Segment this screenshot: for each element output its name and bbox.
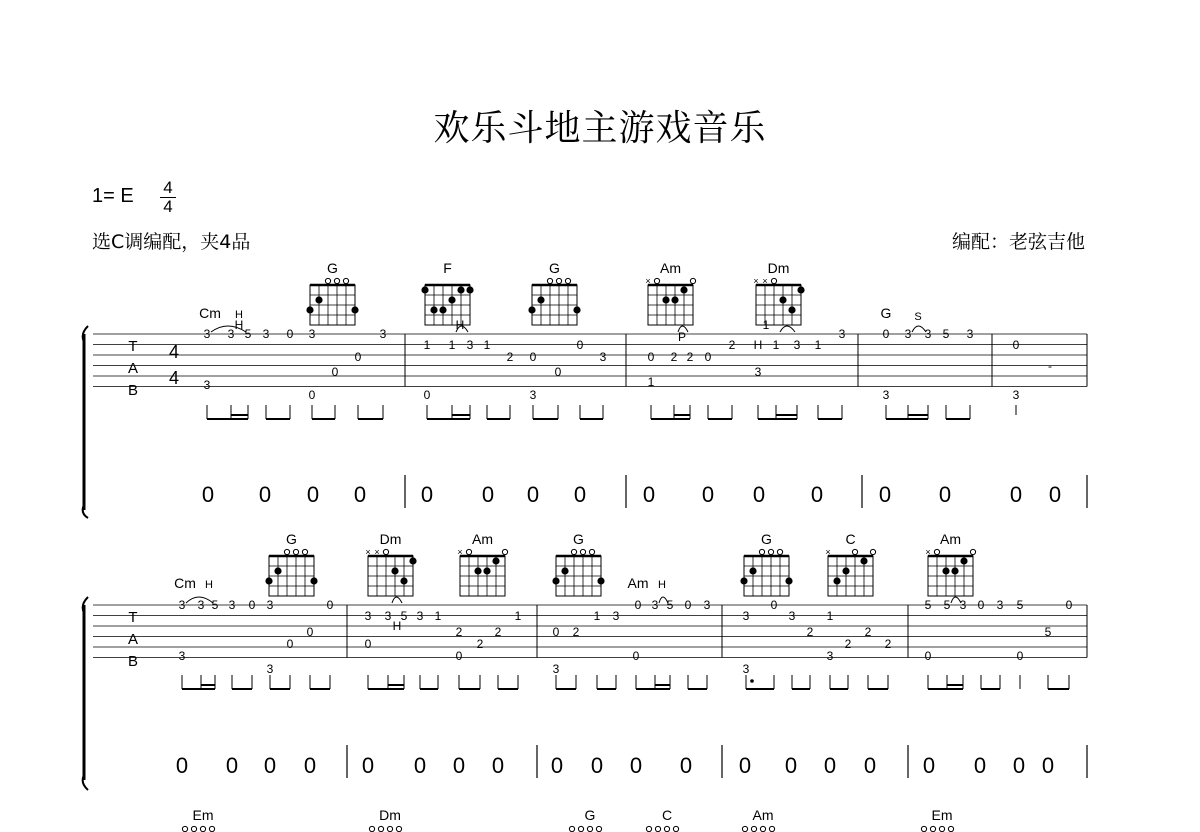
- fret-number: 1: [434, 609, 442, 623]
- finger-dot: [430, 306, 437, 313]
- fret-number: 0: [364, 637, 372, 651]
- fret-number: 3: [262, 327, 270, 341]
- rhythm-digit: 0: [413, 753, 427, 778]
- tab-time-bottom: 4: [168, 368, 180, 388]
- chord-name: G: [761, 531, 772, 547]
- finger-dot: [457, 286, 464, 293]
- finger-dot: [942, 567, 949, 574]
- fret-number: 0: [423, 388, 431, 402]
- open-string-mark: [396, 826, 401, 831]
- open-string-mark: [565, 278, 570, 283]
- open-string-mark: [369, 826, 374, 831]
- fret-number: 0: [529, 350, 537, 364]
- fret-number: 0: [286, 327, 294, 341]
- open-string-mark: [654, 278, 659, 283]
- open-string-mark: [771, 278, 776, 283]
- open-string-mark: [466, 549, 471, 554]
- open-string-mark: [934, 549, 939, 554]
- fret-number: 3: [1012, 388, 1020, 402]
- fret-number: 3: [959, 598, 967, 612]
- technique-label: H: [205, 579, 213, 591]
- fret-number: 1: [423, 338, 431, 352]
- chord-name: G: [549, 260, 560, 276]
- technique-label: H: [455, 318, 465, 332]
- open-string-mark: [587, 826, 592, 831]
- open-string-mark: [948, 826, 953, 831]
- chord-name: Dm: [767, 260, 790, 276]
- fret-number: 1: [593, 609, 601, 623]
- technique-label: H: [753, 338, 763, 352]
- finger-dot: [274, 567, 281, 574]
- open-string-mark: [970, 549, 975, 554]
- rhythm-digit: 0: [590, 753, 604, 778]
- open-string-mark: [293, 549, 298, 554]
- fret-number: 3: [529, 388, 537, 402]
- fret-number: 3: [924, 327, 932, 341]
- open-string-mark: [387, 826, 392, 831]
- fret-number: 3: [703, 598, 711, 612]
- time-signature-top: 4: [163, 178, 173, 197]
- finger-dot: [306, 306, 313, 313]
- finger-dot: [671, 296, 678, 303]
- finger-dot: [680, 286, 687, 293]
- open-string-mark: [502, 549, 507, 554]
- fret-number: 3: [838, 327, 846, 341]
- time-signature-bottom: 4: [163, 197, 173, 216]
- finger-dot: [265, 577, 272, 584]
- open-string-mark: [284, 549, 289, 554]
- fret-number: 3: [882, 388, 890, 402]
- open-string-mark: [302, 549, 307, 554]
- fret-number: 5: [211, 598, 219, 612]
- finger-dot: [749, 567, 756, 574]
- open-string-mark: [930, 826, 935, 831]
- open-string-mark: [596, 826, 601, 831]
- chord-label: Cm: [174, 575, 196, 591]
- open-string-mark: [777, 549, 782, 554]
- finger-dot: [797, 286, 804, 293]
- open-string-mark: [759, 549, 764, 554]
- fret-number: 0: [924, 649, 932, 663]
- finger-dot: [409, 557, 416, 564]
- open-string-mark: [334, 278, 339, 283]
- open-string-mark: [768, 549, 773, 554]
- chord-label: Dm: [379, 807, 401, 823]
- finger-dot: [466, 286, 473, 293]
- chord-name: Am: [472, 531, 493, 547]
- open-string-mark: [343, 278, 348, 283]
- fret-number: 0: [286, 637, 294, 651]
- rhythm-digit: 0: [225, 753, 239, 778]
- finger-dot: [573, 306, 580, 313]
- fret-number: 3: [651, 598, 659, 612]
- open-string-mark: [690, 278, 695, 283]
- fret-number: 0: [326, 598, 334, 612]
- open-string-mark: [571, 549, 576, 554]
- fret-number: 3: [754, 365, 762, 379]
- fret-number: -: [1048, 359, 1052, 373]
- open-string-mark: [383, 549, 388, 554]
- tab-letter-a: A: [127, 631, 139, 648]
- muted-string-mark: ×: [645, 276, 651, 286]
- chord-name: Dm: [379, 531, 402, 547]
- rhythm-digit: 0: [452, 753, 466, 778]
- open-string-mark: [664, 826, 669, 831]
- chord-label: Am: [627, 575, 649, 591]
- chord-name: G: [327, 260, 338, 276]
- technique-label: S: [914, 311, 922, 323]
- fret-number: 5: [942, 327, 950, 341]
- tab-letter-b: B: [127, 382, 139, 399]
- fret-number: 0: [882, 327, 890, 341]
- rhythm-digit: 0: [701, 482, 715, 507]
- tie-arc: [392, 597, 402, 603]
- fret-number: 3: [996, 598, 1004, 612]
- fret-number: 2: [476, 637, 484, 651]
- tab-letter-a: A: [127, 360, 139, 377]
- fret-number: 0: [977, 598, 985, 612]
- fret-number: 1: [483, 338, 491, 352]
- fret-number: 0: [552, 625, 560, 639]
- rhythm-digit: 0: [1048, 482, 1062, 507]
- fret-number: 0: [684, 598, 692, 612]
- rhythm-digit: 0: [784, 753, 798, 778]
- fret-number: 2: [686, 350, 694, 364]
- finger-dot: [315, 296, 322, 303]
- fret-number: 3: [788, 609, 796, 623]
- tie-arc: [780, 326, 795, 332]
- chord-name: F: [443, 260, 452, 276]
- chord-label: G: [880, 305, 892, 321]
- rhythm-digit: 0: [863, 753, 877, 778]
- muted-string-mark: ×: [753, 276, 759, 286]
- rhythm-digit: 0: [738, 753, 752, 778]
- finger-dot: [537, 296, 544, 303]
- fret-number: 0: [1065, 598, 1073, 612]
- finger-dot: [788, 306, 795, 313]
- chord-label: G: [584, 807, 596, 823]
- fret-number: 3: [793, 338, 801, 352]
- dot-mark: [750, 679, 754, 683]
- fret-number: 5: [1016, 598, 1024, 612]
- open-string-mark: [870, 549, 875, 554]
- fret-number: 3: [966, 327, 974, 341]
- fret-number: 2: [806, 625, 814, 639]
- fret-number: 2: [864, 625, 872, 639]
- rhythm-digit: 0: [878, 482, 892, 507]
- rhythm-digit: 0: [420, 482, 434, 507]
- open-string-mark: [556, 278, 561, 283]
- muted-string-mark: ×: [374, 547, 380, 557]
- fret-number: 2: [670, 350, 678, 364]
- fret-number: 2: [494, 625, 502, 639]
- fret-number: 5: [924, 598, 932, 612]
- rhythm-digit: 0: [306, 482, 320, 507]
- fret-number: 5: [1044, 625, 1052, 639]
- rhythm-digit: 0: [642, 482, 656, 507]
- rhythm-digit: 0: [1009, 482, 1023, 507]
- fret-number: 1: [448, 338, 456, 352]
- open-string-mark: [578, 826, 583, 831]
- rhythm-digit: 0: [810, 482, 824, 507]
- technique-label: H: [235, 309, 243, 321]
- rhythm-digit: 0: [1012, 753, 1026, 778]
- arranger-credit: 编配：老弦吉他: [951, 231, 1085, 253]
- fret-number: 3: [742, 609, 750, 623]
- finger-dot: [310, 577, 317, 584]
- chord-name: G: [286, 531, 297, 547]
- finger-dot: [439, 306, 446, 313]
- fret-number: 0: [632, 649, 640, 663]
- fret-number: 1: [647, 375, 655, 389]
- rhythm-digit: 0: [481, 482, 495, 507]
- muted-string-mark: ×: [762, 276, 768, 286]
- rhythm-digit: 0: [201, 482, 215, 507]
- rhythm-digit: 0: [175, 753, 189, 778]
- fret-number: 2: [728, 338, 736, 352]
- fret-number: 3: [379, 327, 387, 341]
- fret-number: 3: [266, 662, 274, 676]
- chord-label: C: [661, 807, 673, 823]
- open-string-mark: [209, 826, 214, 831]
- fret-number: 3: [599, 350, 607, 364]
- fret-number: 2: [572, 625, 580, 639]
- rhythm-digit: 0: [491, 753, 505, 778]
- fret-number: 3: [203, 378, 211, 392]
- finger-dot: [492, 557, 499, 564]
- rhythm-digit: 0: [303, 753, 317, 778]
- open-string-mark: [191, 826, 196, 831]
- tab-letter-t: T: [128, 609, 138, 626]
- fret-number: 1: [514, 609, 522, 623]
- rhythm-digit: 0: [258, 482, 272, 507]
- fret-number: 3: [826, 649, 834, 663]
- open-string-mark: [589, 549, 594, 554]
- fret-number: 3: [466, 338, 474, 352]
- open-string-mark: [580, 549, 585, 554]
- fret-number: 3: [266, 598, 274, 612]
- open-string-mark: [646, 826, 651, 831]
- open-string-mark: [200, 826, 205, 831]
- muted-string-mark: ×: [825, 547, 831, 557]
- finger-dot: [833, 577, 840, 584]
- fret-number: 0: [704, 350, 712, 364]
- fret-number: 3: [552, 662, 560, 676]
- technique-label: P: [677, 330, 687, 344]
- fret-number: 3: [308, 327, 316, 341]
- technique-label: H: [234, 318, 244, 332]
- rhythm-digit: 0: [1041, 753, 1055, 778]
- rhythm-digit: 0: [823, 753, 837, 778]
- open-string-mark: [852, 549, 857, 554]
- fret-number: 3: [364, 609, 372, 623]
- fret-number: 2: [506, 350, 514, 364]
- chord-name: G: [573, 531, 584, 547]
- rhythm-digit: 0: [263, 753, 277, 778]
- open-string-mark: [921, 826, 926, 831]
- rhythm-digit: 0: [752, 482, 766, 507]
- fret-number: 5: [400, 609, 408, 623]
- tab-time-top: 4: [168, 342, 180, 362]
- rhythm-digit: 0: [629, 753, 643, 778]
- chord-label: Cm: [199, 305, 221, 321]
- key-signature: 1= E: [92, 185, 134, 207]
- fret-number: 0: [1016, 649, 1024, 663]
- chord-name: C: [845, 531, 856, 547]
- fret-number: 0: [306, 625, 314, 639]
- fret-number: 0: [554, 365, 562, 379]
- fret-number: 3: [178, 649, 186, 663]
- muted-string-mark: ×: [457, 547, 463, 557]
- fret-number: 1: [826, 609, 834, 623]
- song-title: 欢乐斗地主游戏音乐: [433, 108, 767, 149]
- finger-dot: [391, 567, 398, 574]
- rhythm-digit: 0: [679, 753, 693, 778]
- chord-label: Em: [931, 807, 953, 823]
- fret-number: 0: [1012, 338, 1020, 352]
- rhythm-digit: 0: [938, 482, 952, 507]
- open-string-mark: [182, 826, 187, 831]
- technique-label: H: [392, 619, 402, 633]
- fret-number: 0: [576, 338, 584, 352]
- fret-number: 2: [844, 637, 852, 651]
- fret-number: 2: [884, 637, 892, 651]
- fret-number: 3: [203, 327, 211, 341]
- fret-number: 0: [331, 365, 339, 379]
- fret-number: 1: [814, 338, 822, 352]
- finger-dot: [960, 557, 967, 564]
- finger-dot: [448, 296, 455, 303]
- fret-number: 0: [634, 598, 642, 612]
- fret-number: 3: [904, 327, 912, 341]
- open-string-mark: [325, 278, 330, 283]
- rhythm-digit: 0: [973, 753, 987, 778]
- open-string-mark: [378, 826, 383, 831]
- chord-name: Am: [940, 531, 961, 547]
- open-string-mark: [760, 826, 765, 831]
- capo-note: 选C调编配，夹4品: [92, 231, 251, 253]
- finger-dot: [561, 567, 568, 574]
- tab-letter-b: B: [127, 653, 139, 670]
- rhythm-digit: 0: [353, 482, 367, 507]
- open-string-mark: [655, 826, 660, 831]
- finger-dot: [951, 567, 958, 574]
- technique-label: H: [658, 579, 666, 591]
- fret-number: 3: [228, 598, 236, 612]
- fret-number: 2: [455, 625, 463, 639]
- fret-number: 5: [943, 598, 951, 612]
- fret-number: 0: [455, 649, 463, 663]
- finger-dot: [351, 306, 358, 313]
- fret-number: 0: [647, 350, 655, 364]
- fret-number: 0: [354, 350, 362, 364]
- fret-number: 0: [308, 388, 316, 402]
- fret-number: 0: [248, 598, 256, 612]
- fret-number: 1: [762, 318, 770, 332]
- open-string-mark: [742, 826, 747, 831]
- finger-dot: [779, 296, 786, 303]
- finger-dot: [785, 577, 792, 584]
- finger-dot: [528, 306, 535, 313]
- rhythm-digit: 0: [361, 753, 375, 778]
- fret-number: 3: [742, 662, 750, 676]
- finger-dot: [483, 567, 490, 574]
- fret-number: 0: [770, 598, 778, 612]
- rhythm-digit: 0: [573, 482, 587, 507]
- finger-dot: [597, 577, 604, 584]
- finger-dot: [421, 286, 428, 293]
- fret-number: 3: [178, 598, 186, 612]
- finger-dot: [552, 577, 559, 584]
- fret-number: 3: [197, 598, 205, 612]
- rhythm-digit: 0: [550, 753, 564, 778]
- fret-number: 3: [612, 609, 620, 623]
- finger-dot: [662, 296, 669, 303]
- muted-string-mark: ×: [365, 547, 371, 557]
- fret-number: 5: [666, 598, 674, 612]
- finger-dot: [740, 577, 747, 584]
- fret-number: 3: [416, 609, 424, 623]
- open-string-mark: [673, 826, 678, 831]
- rhythm-digit: 0: [526, 482, 540, 507]
- fret-number: 5: [244, 327, 252, 341]
- chord-label: Em: [192, 807, 214, 823]
- open-string-mark: [547, 278, 552, 283]
- open-string-mark: [939, 826, 944, 831]
- rhythm-digit: 0: [922, 753, 936, 778]
- fret-number: 1: [772, 338, 780, 352]
- chord-label: Am: [752, 807, 774, 823]
- fret-number: 3: [227, 327, 235, 341]
- fret-number: 3: [384, 609, 392, 623]
- tab-letter-t: T: [128, 338, 138, 355]
- muted-string-mark: ×: [925, 547, 931, 557]
- finger-dot: [860, 557, 867, 564]
- finger-dot: [400, 577, 407, 584]
- chord-name: Am: [660, 260, 681, 276]
- open-string-mark: [569, 826, 574, 831]
- open-string-mark: [751, 826, 756, 831]
- open-string-mark: [769, 826, 774, 831]
- finger-dot: [474, 567, 481, 574]
- finger-dot: [842, 567, 849, 574]
